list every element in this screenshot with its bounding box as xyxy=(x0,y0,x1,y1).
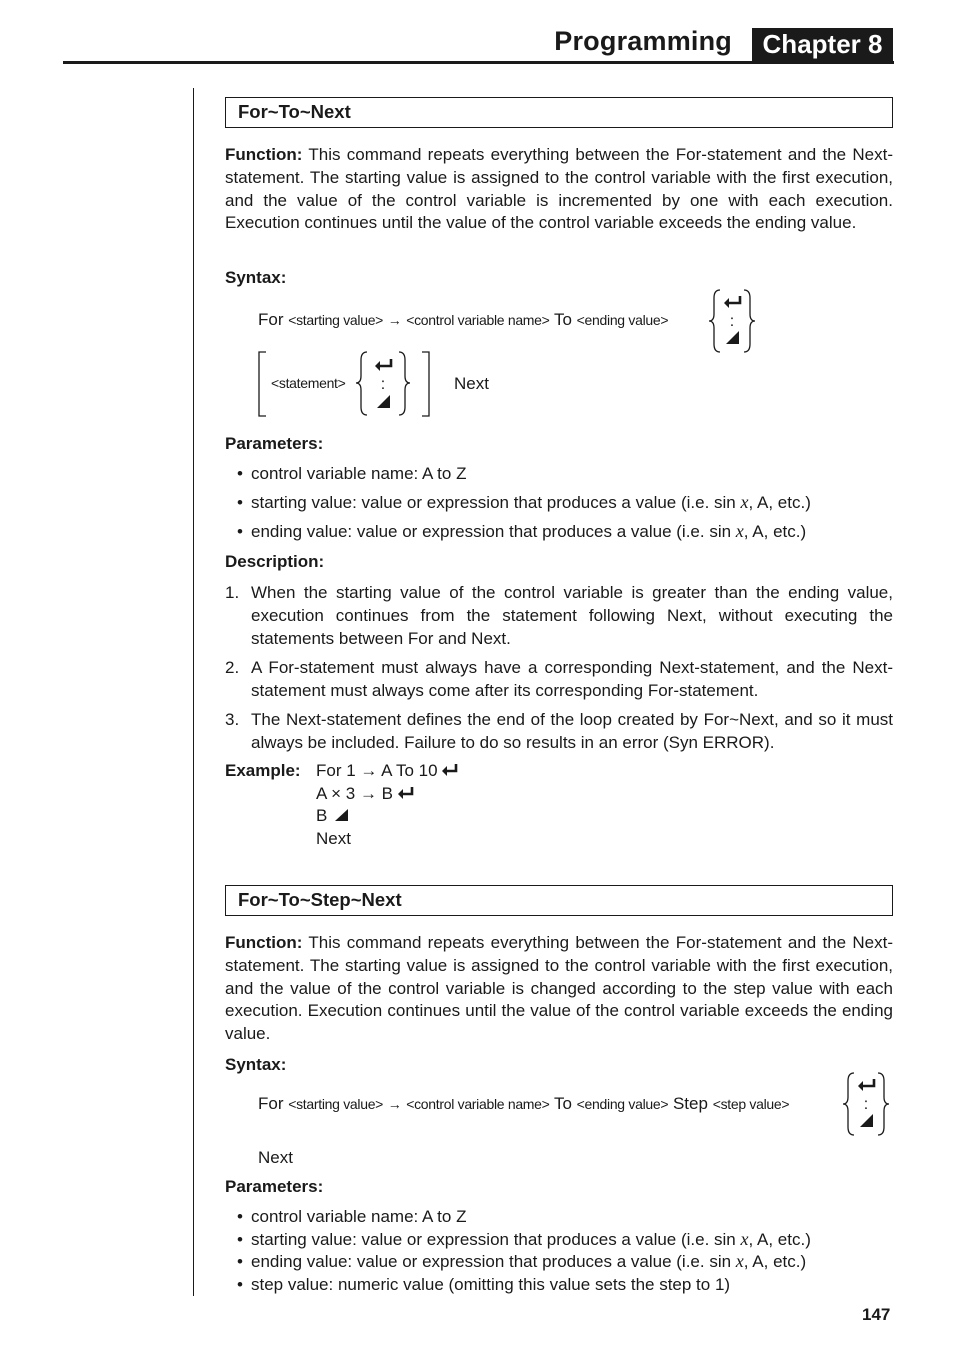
example-line-3: B xyxy=(316,806,350,826)
display-triangle-icon xyxy=(377,395,390,408)
syntax-line xyxy=(258,1094,789,1114)
terminator-brace-icon xyxy=(706,288,758,354)
side-rule xyxy=(193,88,194,1296)
bullet-icon: • xyxy=(237,1275,243,1294)
bullet-icon: • xyxy=(237,1230,243,1249)
newline-icon xyxy=(375,359,391,371)
parameters-label: Parameters: xyxy=(225,1177,324,1196)
bullet-icon: • xyxy=(237,1252,243,1271)
function-label: Function: xyxy=(225,145,303,164)
parameter-text: control variable name: A to Z xyxy=(251,1207,467,1226)
display-triangle-icon xyxy=(726,331,739,344)
parameter-item xyxy=(237,1251,806,1272)
variable-x: x xyxy=(735,1251,744,1271)
variable-x: x xyxy=(735,521,744,541)
parameter-item xyxy=(237,1206,466,1227)
step-keyword: Step xyxy=(672,1094,708,1113)
parameter-text: starting value: value or expression that produces a value (i.e. sin xyxy=(251,493,741,512)
bullet-icon: • xyxy=(237,522,243,541)
example-line-1: For 1 → A To 10 xyxy=(316,761,459,781)
parameter-text: ending value: value or expression that produces a value (i.e. sin xyxy=(251,1252,736,1271)
variable-x: x xyxy=(740,492,749,512)
starting-value-token: <starting value> xyxy=(288,1096,384,1112)
header-rule xyxy=(63,61,894,64)
parameter-text-tail: , A, etc.) xyxy=(748,493,811,512)
variable-x: x xyxy=(740,1229,749,1249)
example-line-4: Next xyxy=(316,829,351,848)
parameter-text-tail: , A, etc.) xyxy=(743,522,807,541)
item-number: 1. xyxy=(225,583,240,602)
item-number: 2. xyxy=(225,658,240,677)
bullet-icon: • xyxy=(237,464,243,483)
syntax-label: Syntax: xyxy=(225,1055,287,1074)
newline-icon xyxy=(724,296,740,308)
arrow-glyph: → xyxy=(387,312,402,328)
parameter-text: step value: numeric value (omitting this value sets the step to 1) xyxy=(251,1275,731,1294)
statement-token: <statement> xyxy=(271,375,346,391)
colon-separator: : xyxy=(380,376,386,393)
parameter-text: control variable name: A to Z xyxy=(251,464,467,483)
function-text: This command repeats everything between the For-statement and the Next-statement. The starting value is assigned to the control variable with the first execution, and the value of the control variable is incremented by one with each execution. Execution continues until the value of the control variable exceeds the ending value. xyxy=(225,145,893,233)
for-keyword: For xyxy=(258,1094,284,1113)
item-text: When the starting value of the control variable is greater than the ending value, execution continues from the statement following Next, without executing the statements between For and Next. xyxy=(251,583,893,648)
starting-value-token: <starting value> xyxy=(288,312,384,328)
parameter-text-tail: , A, etc.) xyxy=(743,1252,807,1271)
syntax-label: Syntax: xyxy=(225,268,287,287)
to-keyword: To xyxy=(553,1094,572,1113)
description-label: Description: xyxy=(225,552,325,571)
description-item xyxy=(225,581,893,650)
parameter-text-tail: , A, etc.) xyxy=(748,1230,811,1249)
display-triangle-icon xyxy=(860,1114,873,1127)
description-item xyxy=(225,656,893,702)
parameter-item xyxy=(237,463,466,484)
chapter-badge: Chapter 8 xyxy=(752,28,893,64)
step-value-token: <step value> xyxy=(712,1096,790,1112)
for-keyword: For xyxy=(258,310,284,329)
next-keyword: Next xyxy=(258,1148,293,1167)
parameters-label: Parameters: xyxy=(225,434,324,453)
parameter-item xyxy=(237,1274,730,1295)
next-keyword: Next xyxy=(454,374,489,393)
newline-icon xyxy=(442,763,459,777)
control-variable-token: <control variable name> xyxy=(406,1096,550,1112)
control-variable-token: <control variable name> xyxy=(406,312,550,328)
item-text: The Next-statement defines the end of the loop created by For~Next, and so it must always be included. Failure to do so results in an error (Syn ERROR). xyxy=(251,710,893,752)
syntax-line xyxy=(258,310,668,330)
item-text: A For-statement must always have a corresponding Next-statement, and the Next-statement must always come after its corresponding For-statement. xyxy=(251,658,893,700)
parameter-item xyxy=(237,521,806,542)
parameter-item xyxy=(237,1229,811,1250)
to-keyword: To xyxy=(553,310,572,329)
bullet-icon: • xyxy=(237,493,243,512)
function-paragraph xyxy=(225,144,893,235)
newline-icon xyxy=(398,786,415,800)
arrow-glyph: → xyxy=(387,1096,402,1112)
item-number: 3. xyxy=(225,710,240,729)
section-title-for-to-next: For~To~Next xyxy=(225,97,893,128)
display-triangle-icon xyxy=(334,808,350,822)
newline-icon xyxy=(858,1079,874,1091)
ending-value-token: <ending value> xyxy=(576,312,669,328)
function-label: Function: xyxy=(225,933,303,952)
description-item xyxy=(225,708,893,754)
ending-value-token: <ending value> xyxy=(576,1096,669,1112)
example-line-2: A × 3 → B xyxy=(316,784,415,804)
parameter-item xyxy=(237,492,811,513)
example-label: Example: xyxy=(225,761,301,780)
page-number: 147 xyxy=(862,1305,891,1324)
function-paragraph xyxy=(225,932,893,1046)
terminator-brace-icon xyxy=(840,1071,892,1137)
bullet-icon: • xyxy=(237,1207,243,1226)
colon-separator: : xyxy=(729,313,735,330)
parameter-text: ending value: value or expression that produces a value (i.e. sin xyxy=(251,522,736,541)
function-text: This command repeats everything between the For-statement and the Next-statement. The starting value is assigned to the control variable with the first execution, and the value of the control variable is changed according to the step value with each execution. Execution continues until the value of the control variable exceeds the ending value. xyxy=(225,933,893,1044)
page-title: Programming xyxy=(554,26,732,56)
parameter-text: starting value: value or expression that produces a value (i.e. sin xyxy=(251,1230,741,1249)
section-title-for-to-step-next: For~To~Step~Next xyxy=(225,885,893,916)
colon-separator: : xyxy=(863,1096,869,1113)
